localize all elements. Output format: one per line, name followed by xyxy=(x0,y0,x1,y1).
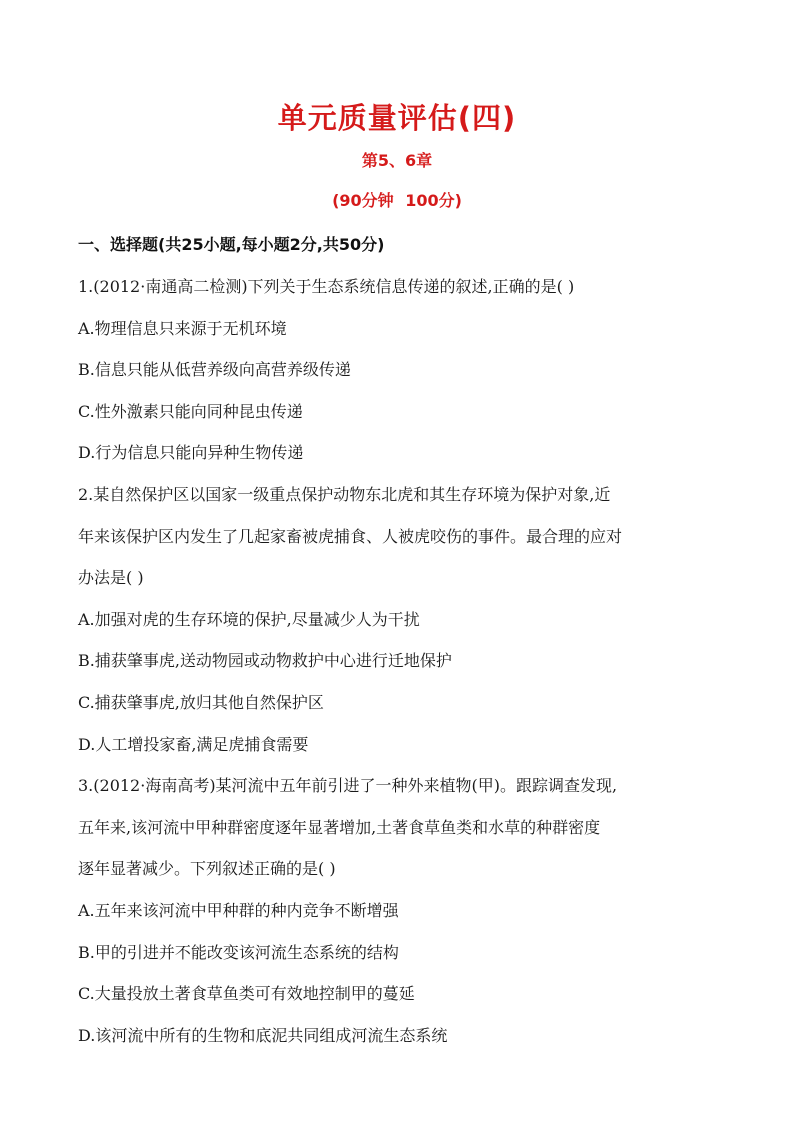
question-2 xyxy=(78,474,718,765)
question-stem-line: 2.某自然保护区以国家一级重点保护动物东北虎和其生存环境为保护对象,近 xyxy=(78,484,611,504)
chapter-subtitle: 第5、6章 xyxy=(361,151,433,170)
option-c: C.性外激素只能向同种昆虫传递 xyxy=(78,401,303,421)
question-stem-line: 3.(2012·海南高考)某河流中五年前引进了一种外来植物(甲)。跟踪调查发现, xyxy=(78,776,618,796)
question-1 xyxy=(78,266,718,474)
option-a: A.物理信息只来源于无机环境 xyxy=(78,318,287,338)
option-a: A.加强对虎的生存环境的保护,尽量减少人为干扰 xyxy=(78,609,420,629)
option-d: D.人工增投家畜,满足虎捕食需要 xyxy=(78,734,309,754)
question-list xyxy=(78,266,718,1056)
option-c: C.大量投放土著食草鱼类可有效地控制甲的蔓延 xyxy=(78,984,415,1004)
question-stem-line: 办法是( ) xyxy=(78,568,144,588)
option-b: B.信息只能从低营养级向高营养级传递 xyxy=(78,360,351,380)
option-b: B.捕获肇事虎,送动物园或动物救护中心进行迁地保护 xyxy=(78,651,452,671)
section-heading: 一、选择题(共25小题,每小题2分,共50分) xyxy=(78,235,385,254)
option-d: D.行为信息只能向异种生物传递 xyxy=(78,443,304,463)
question-stem-line: 五年来,该河流中甲种群密度逐年显著增加,土著食草鱼类和水草的种群密度 xyxy=(78,817,601,837)
time-and-score: (90分钟 100分) xyxy=(332,191,462,210)
option-d: D.该河流中所有的生物和底泥共同组成河流生态系统 xyxy=(78,1025,448,1045)
option-b: B.甲的引进并不能改变该河流生态系统的结构 xyxy=(78,942,399,962)
option-a: A.五年来该河流中甲种群的种内竞争不断增强 xyxy=(78,900,399,920)
question-stem-line: 逐年显著减少。下列叙述正确的是( ) xyxy=(78,859,336,879)
question-stem-line: 1.(2012·南通高二检测)下列关于生态系统信息传递的叙述,正确的是( ) xyxy=(78,277,575,296)
option-c: C.捕获肇事虎,放归其他自然保护区 xyxy=(78,692,324,712)
question-3 xyxy=(78,765,718,1056)
page-title: 单元质量评估(四) xyxy=(277,101,517,135)
question-stem-line: 年来该保护区内发生了几起家畜被虎捕食、人被虎咬伤的事件。最合理的应对 xyxy=(78,526,623,546)
